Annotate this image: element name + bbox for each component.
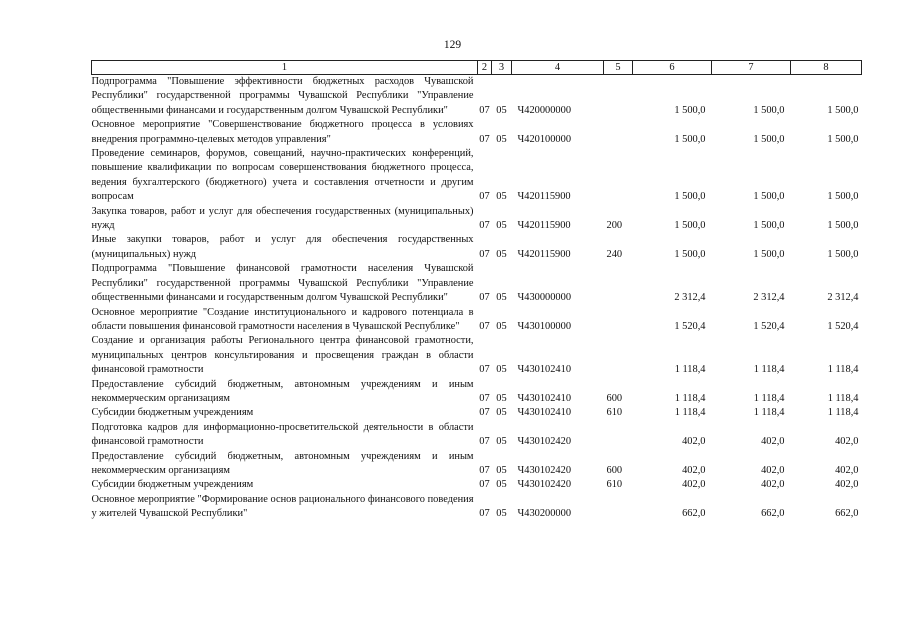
row-description: Субсидии бюджетным учреждениям [91,407,254,419]
amount-col-6: 662,0 [682,508,706,520]
table-row [92,334,862,377]
column-header-7: 7 [712,61,791,75]
target-article-code: Ч430102420 [517,479,572,491]
expense-type-code [604,118,633,147]
amount-col-7: 1 500,0 [753,248,785,260]
subsection-code: 05 [496,320,507,332]
amount-col-8: 1 500,0 [827,191,859,203]
section-code: 07 [479,436,490,448]
section-code: 07 [479,320,490,332]
amount-col-6: 1 118,4 [674,364,706,376]
section-code: 07 [479,364,490,376]
target-article-code: Ч430102420 [517,464,572,476]
amount-col-8: 402,0 [835,479,859,491]
row-description: Подпрограмма "Повышение эффективности бюджетных расходов Чувашской Республики" государственной программы Чувашской Республики "Управление общественными финансами и государственным долгом Чувашской Республики" [91,76,474,116]
table-row [92,478,862,492]
subsection-code: 05 [496,104,507,116]
table-row [92,233,862,262]
amount-col-6: 402,0 [682,464,706,476]
section-code: 07 [479,104,490,116]
amount-col-6: 402,0 [682,436,706,448]
target-article-code: Ч420100000 [517,133,572,145]
column-header-5: 5 [604,61,633,75]
amount-col-7: 2 312,4 [753,292,785,304]
amount-col-6: 1 500,0 [674,220,706,232]
subsection-code: 05 [496,508,507,520]
section-code: 07 [479,191,490,203]
table-row [92,378,862,407]
column-header-6: 6 [633,61,712,75]
row-description: Основное мероприятие "Создание институционального и кадрового потенциала в области повышения финансовой грамотности населения в Чувашской Республике" [91,306,474,332]
row-description: Предоставление субсидий бюджетным, автономным учреждениям и иным некоммерческим организациям [91,450,474,476]
header-row [92,61,862,75]
target-article-code: Ч430200000 [517,508,572,520]
section-code: 07 [479,292,490,304]
amount-col-8: 1 500,0 [827,104,859,116]
row-description: Предоставление субсидий бюджетным, автономным учреждениям и иным некоммерческим организациям [91,378,474,404]
amount-col-7: 1 500,0 [753,220,785,232]
expense-type-code [604,75,633,119]
amount-col-8: 1 118,4 [827,364,859,376]
amount-col-7: 1 118,4 [753,392,785,404]
section-code: 07 [479,133,490,145]
target-article-code: Ч430102420 [517,436,572,448]
amount-col-6: 1 118,4 [674,392,706,404]
row-description: Подпрограмма "Повышение финансовой грамотности населения Чувашской Республики" государственной программы Чувашской Республики "Управление общественными финансами и государственным долгом Чувашской Республики" [91,263,474,304]
amount-col-7: 1 520,4 [753,320,785,332]
expense-type-code [604,334,633,377]
subsection-code: 05 [496,248,507,260]
expense-type-code [604,306,633,335]
table-row [92,306,862,335]
amount-col-7: 402,0 [761,479,785,491]
target-article-code: Ч430102410 [517,392,572,404]
row-description: Закупка товаров, работ и услуг для обеспечения государственных (муниципальных) нужд [91,205,474,232]
amount-col-6: 1 500,0 [674,248,706,260]
amount-col-7: 402,0 [761,436,785,448]
column-header-8: 8 [791,61,862,75]
row-description: Иные закупки товаров, работ и услуг для обеспечения государственных (муниципальных) нужд [91,234,474,260]
amount-col-8: 662,0 [835,508,859,520]
amount-col-7: 1 500,0 [753,104,785,116]
table-row [92,406,862,420]
subsection-code: 05 [496,436,507,448]
amount-col-8: 1 500,0 [827,248,859,260]
expense-type-code [604,493,633,522]
subsection-code: 05 [496,479,507,491]
amount-col-8: 402,0 [835,436,859,448]
row-description: Основное мероприятие "Формирование основ рационального финансового поведения у жителей Чувашской Республики" [91,493,474,520]
table-row [92,147,862,205]
amount-col-7: 662,0 [761,508,785,520]
amount-col-6: 1 500,0 [674,191,706,203]
row-description: Проведение семинаров, форумов, совещаний, научно-практических конференций, повышение квалификации по вопросам совершенствования бюджетного процесса, ведения бухгалтерского (бюджетного) учета и составления отчетности и другим вопросам [91,148,474,203]
page-number: 129 [443,39,462,51]
target-article-code: Ч420000000 [517,104,572,116]
section-code: 07 [479,464,490,476]
section-code: 07 [479,479,490,491]
row-description: Создание и организация работы Регионального центра финансовой грамотности, муниципальных центров консультирования и просвещения граждан в области финансовой грамотности [91,335,474,376]
subsection-code: 05 [496,292,507,304]
target-article-code: Ч430102410 [517,407,572,419]
expense-type-code: 600 [606,392,623,404]
table-row [92,450,862,479]
table-row [92,75,862,119]
subsection-code: 05 [496,364,507,376]
target-article-code: Ч420115900 [517,248,571,260]
section-code: 07 [479,508,490,520]
table-row [92,118,862,147]
table-body [92,75,862,522]
amount-col-7: 1 500,0 [753,133,785,145]
amount-col-8: 1 500,0 [827,220,859,232]
expense-type-code: 600 [606,464,623,476]
subsection-code: 05 [496,220,507,232]
budget-table [91,60,862,522]
amount-col-8: 2 312,4 [827,292,859,304]
amount-col-8: 1 520,4 [827,320,859,332]
target-article-code: Ч430000000 [517,292,572,304]
table-row [92,421,862,450]
expense-type-code: 240 [606,248,623,260]
amount-col-8: 1 118,4 [827,392,859,404]
subsection-code: 05 [496,191,507,203]
amount-col-6: 1 500,0 [674,133,706,145]
row-description: Подготовка кадров для информационно-просветительской деятельности в области финансовой грамотности [91,421,474,448]
subsection-code: 05 [496,464,507,476]
row-description: Субсидии бюджетным учреждениям [91,479,254,491]
expense-type-code [604,421,633,450]
target-article-code: Ч430100000 [517,320,572,332]
target-article-code: Ч430102410 [517,364,572,376]
amount-col-7: 1 500,0 [753,191,785,203]
amount-col-6: 2 312,4 [674,292,706,304]
amount-col-6: 1 500,0 [674,104,706,116]
amount-col-6: 402,0 [682,479,706,491]
column-header-2: 2 [478,61,492,75]
section-code: 07 [479,392,490,404]
amount-col-8: 402,0 [835,464,859,476]
expense-type-code [604,262,633,305]
amount-col-6: 1 118,4 [674,407,706,419]
column-header-3: 3 [492,61,512,75]
expense-type-code: 610 [606,407,623,419]
row-description: Основное мероприятие "Совершенствование бюджетного процесса в условиях внедрения программно-целевых методов управления" [91,119,474,145]
amount-col-7: 1 118,4 [753,364,785,376]
section-code: 07 [479,248,490,260]
subsection-code: 05 [496,407,507,419]
expense-type-code: 610 [606,479,623,491]
table-row [92,493,862,522]
amount-col-8: 1 500,0 [827,133,859,145]
table-row [92,262,862,305]
subsection-code: 05 [496,392,507,404]
section-code: 07 [479,220,490,232]
target-article-code: Ч420115900 [517,220,571,232]
amount-col-7: 402,0 [761,464,785,476]
expense-type-code: 200 [606,220,623,232]
amount-col-6: 1 520,4 [674,320,706,332]
column-header-4: 4 [512,61,604,75]
table-row [92,205,862,234]
section-code: 07 [479,407,490,419]
subsection-code: 05 [496,133,507,145]
target-article-code: Ч420115900 [517,191,571,203]
amount-col-7: 1 118,4 [753,407,785,419]
expense-type-code [604,147,633,205]
amount-col-8: 1 118,4 [827,407,859,419]
table-header [92,61,862,75]
column-header-1: 1 [92,61,478,75]
